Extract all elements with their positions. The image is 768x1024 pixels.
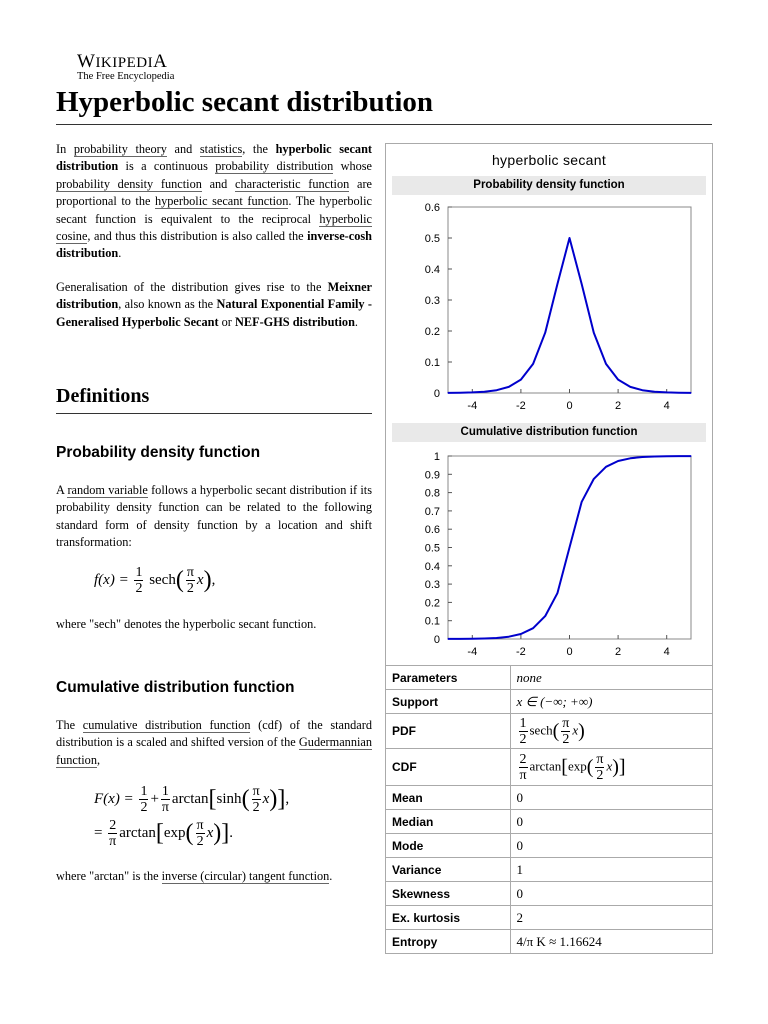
data-point <box>557 593 558 594</box>
pdf-value: $\frac{1}{2}$ sech( $\frac{\pi}{2}$ x) <box>510 714 712 749</box>
x-tick-label: 0 <box>566 646 573 658</box>
cdf-heading: Cumulative distribution function <box>56 679 295 696</box>
pdf-paragraph: A random variable follows a hyperbolic secant distribution if its probability density function can be related to the following standard form of density function by a location and shift transformation: <box>56 483 372 550</box>
infobox-title: hyperbolic secant <box>491 152 607 168</box>
data-point <box>460 392 461 393</box>
y-tick-label: 0 <box>433 634 440 646</box>
link-probability-theory[interactable]: probability theory <box>73 142 167 156</box>
pdf-where-text: where "sech" denotes the hyperbolic secant function. <box>56 617 317 631</box>
data-point <box>678 455 679 456</box>
data-point <box>666 392 667 393</box>
generalisation-paragraph: Generalisation of the distribution gives rise to the Meixner distribution, also known as the Natural Exponential Family - Generalised Hyperbolic Secant or NEF-GHS distribution. <box>56 279 372 329</box>
link-random-variable[interactable]: random variable <box>67 483 148 497</box>
x-tick-label: -4 <box>467 400 478 412</box>
data-point <box>642 456 643 457</box>
table-row: Mean 0 <box>386 786 712 810</box>
data-point <box>532 363 533 364</box>
y-tick-label: 0.3 <box>424 579 440 592</box>
x-tick-label: 4 <box>663 646 670 658</box>
data-point <box>593 478 594 479</box>
pdf-formula: f(x) = $\frac{1}{2}$ sech( $\frac{\pi}{2}$ x), <box>94 565 216 596</box>
cdf-formula-line2: = $\frac{2}{\pi}$ arctan[exp( $\frac{\pi}{2}$ x)]. <box>94 818 234 849</box>
x-tick-label: -2 <box>516 400 526 412</box>
data-point <box>618 460 619 461</box>
data-point <box>630 458 631 459</box>
y-tick-label: 0.9 <box>424 469 440 482</box>
link-gudermannian-function[interactable]: Gudermannian function <box>56 735 372 767</box>
data-point <box>654 391 655 392</box>
data-point <box>545 332 546 333</box>
pdf-heading: Probability density function <box>56 444 261 461</box>
data-point <box>447 392 448 393</box>
link-inverse-tangent-function[interactable]: inverse (circular) tangent function <box>161 869 330 883</box>
y-tick-label: 0.7 <box>424 505 440 518</box>
cdf-chart-header: Cumulative distribution function <box>392 423 706 442</box>
page-title: Hyperbolic secant distribution <box>56 86 434 118</box>
data-point <box>520 633 521 634</box>
y-tick-label: 0.3 <box>424 295 440 307</box>
data-point <box>654 456 655 457</box>
data-point <box>508 636 509 637</box>
table-row: Median 0 <box>386 810 712 834</box>
y-tick-label: 1 <box>433 451 440 463</box>
data-point <box>593 332 594 333</box>
cdf-where-text: where "arctan" is the inverse (circular) tangent function. <box>56 869 333 883</box>
table-row: Ex. kurtosis 2 <box>386 906 712 930</box>
data-point <box>496 390 497 391</box>
x-tick-label: -2 <box>516 646 526 658</box>
link-hyperbolic-cosine[interactable]: hyperbolic cosine <box>56 211 372 244</box>
y-tick-label: 0.6 <box>424 524 440 537</box>
x-tick-label: 4 <box>663 400 670 412</box>
data-point <box>447 638 448 639</box>
y-tick-label: 0.2 <box>424 597 440 610</box>
link-characteristic-function[interactable]: characteristic function <box>235 176 350 191</box>
table-row: PDF $\frac{1}{2}$ sech( $\frac{\pi}{2}$ x) <box>386 714 712 749</box>
parameter-table <box>386 665 712 954</box>
table-row: Skewness 0 <box>386 882 712 906</box>
table-row: Mode 0 <box>386 834 712 858</box>
data-point <box>557 284 558 285</box>
link-hyperbolic-secant-function[interactable]: hyperbolic secant function <box>154 194 289 209</box>
data-point <box>496 637 497 638</box>
link-probability-distribution[interactable]: probability distribution <box>215 159 334 174</box>
y-tick-label: 0.5 <box>424 233 440 245</box>
data-point <box>545 615 546 616</box>
data-point <box>569 237 570 238</box>
data-point <box>569 547 570 548</box>
data-point <box>605 466 606 467</box>
data-point <box>581 501 582 502</box>
article-intro <box>56 141 372 331</box>
x-tick-label: -4 <box>467 646 478 658</box>
data-point <box>690 455 691 456</box>
wikipedia-logo[interactable] <box>77 51 174 82</box>
data-point <box>630 386 631 387</box>
data-point <box>581 284 582 285</box>
x-tick-label: 2 <box>615 400 622 412</box>
y-tick-label: 0.1 <box>424 357 440 369</box>
data-point <box>642 390 643 391</box>
link-cumulative-distribution-function[interactable]: cumulative distribution function <box>82 718 251 732</box>
cdf-paragraph: The cumulative distribution function (cdf) of the standard distribution is a scaled and shifted version of the Gudermannian function, <box>56 718 372 767</box>
data-point <box>690 392 691 393</box>
y-tick-label: 0.6 <box>424 202 440 214</box>
data-point <box>520 379 521 380</box>
y-tick-label: 0.4 <box>424 560 440 573</box>
data-point <box>508 386 509 387</box>
table-row: Variance 1 <box>386 858 712 882</box>
data-point <box>472 392 473 393</box>
intro-paragraph: In probability theory and statistics, the hyperbolic secant distribution is a continuous probability distribution whose probability density function and characteristic function are proportional to the hyperbolic secant function. The hyperbolic secant function is equivalent to the reciprocal hyperbolic cosine, and thus this distribution is also called the inverse-cosh distribution. <box>56 142 373 261</box>
y-tick-label: 0.4 <box>424 264 440 276</box>
y-tick-label: 0.8 <box>424 487 440 500</box>
table-row: Parameters none <box>386 666 712 690</box>
data-point <box>484 391 485 392</box>
y-tick-label: 0.5 <box>424 542 440 555</box>
data-point <box>666 456 667 457</box>
wikipedia-tagline: The Free Encyclopedia <box>77 71 175 82</box>
table-row: Support x ∈ (−∞; +∞) <box>386 690 712 714</box>
data-point <box>605 363 606 364</box>
data-point <box>618 379 619 380</box>
data-point <box>484 638 485 639</box>
definitions-divider <box>56 413 372 414</box>
x-tick-label: 2 <box>615 646 622 658</box>
definitions-heading: Definitions <box>56 385 150 407</box>
y-tick-label: 0.1 <box>424 615 440 628</box>
data-point <box>460 638 461 639</box>
title-divider <box>56 124 712 125</box>
cdf-formula-line1: F(x) = $\frac{1}{2}$ + $\frac{1}{\pi}$ arctan[sinh( $\frac{\pi}{2}$ x)], <box>94 784 290 815</box>
table-row: CDF $\frac{2}{\pi}$ arctan[exp( $\frac{\pi}{2}$ x)] <box>386 749 712 786</box>
wikipedia-wordmark: WIKIPEDIA <box>77 51 168 72</box>
infobox <box>385 143 713 954</box>
data-point <box>532 628 533 629</box>
x-tick-label: 0 <box>566 400 573 412</box>
cdf-value: $\frac{2}{\pi}$ arctan[exp( $\frac{\pi}{2}$ x)] <box>510 749 712 786</box>
plot-frame <box>448 207 691 393</box>
cdf-chart <box>386 444 712 664</box>
pdf-chart-header: Probability density function <box>392 176 706 195</box>
y-tick-label: 0 <box>433 388 440 400</box>
table-row: Entropy 4/π K ≈ 1.16624 <box>386 930 712 954</box>
pdf-chart <box>386 197 712 415</box>
link-probability-density-function[interactable]: probability density function <box>56 176 202 191</box>
y-tick-label: 0.2 <box>424 326 440 338</box>
data-point <box>472 638 473 639</box>
data-point <box>678 392 679 393</box>
link-statistics[interactable]: statistics <box>199 142 243 156</box>
